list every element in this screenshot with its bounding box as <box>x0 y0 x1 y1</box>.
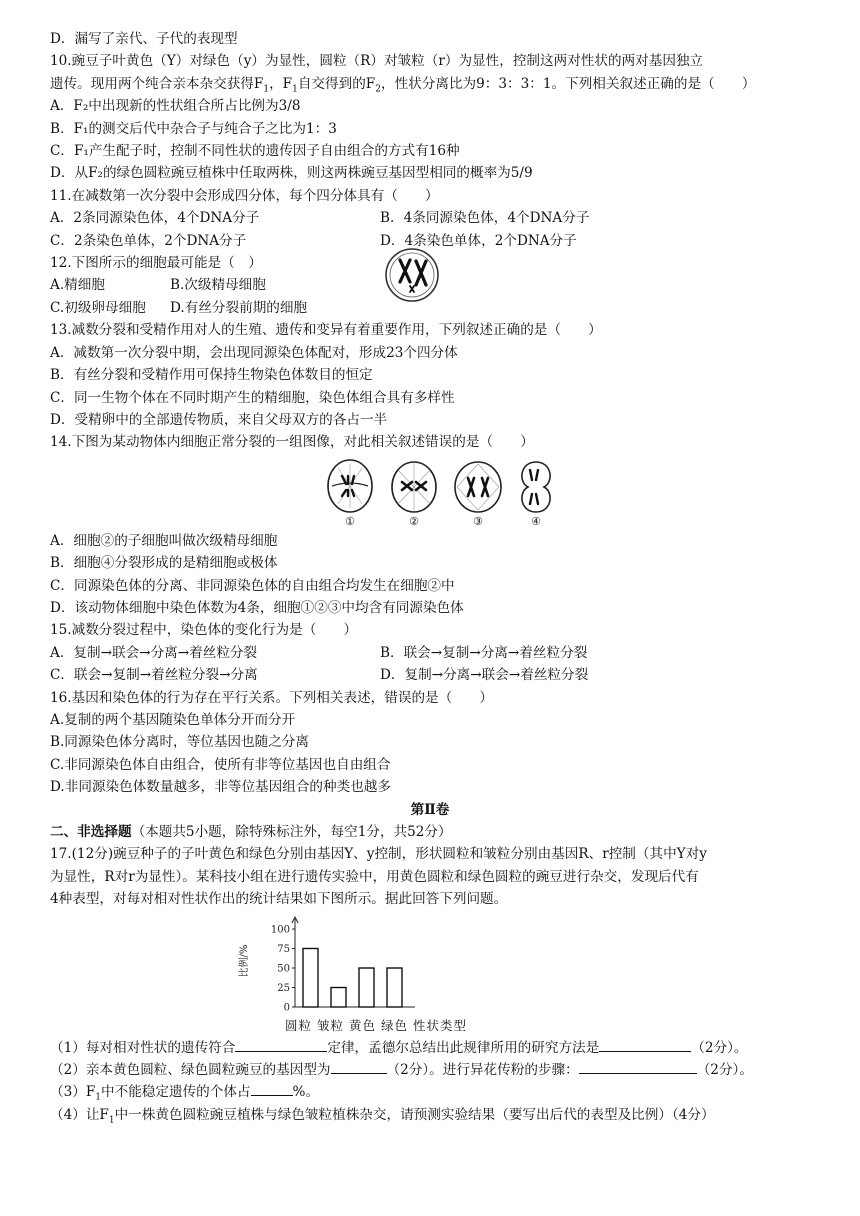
answer-blank[interactable] <box>251 1081 293 1096</box>
q17-p4-text-a: （4）让F <box>50 1106 109 1123</box>
answer-blank[interactable] <box>235 1037 327 1052</box>
q10-stem-line2 <box>50 73 810 95</box>
q11-option-a: A．2条同源染色体，4个DNA分子 <box>50 210 260 227</box>
bar-3 <box>359 968 374 1007</box>
q17-p1-text-a: （1）每对相对性状的遗传符合 <box>50 1039 236 1056</box>
q10-sub-f1a: 1 <box>263 84 270 95</box>
y-tick-label: 100 <box>270 924 290 936</box>
part2-heading: 二、非选择题 <box>50 824 132 840</box>
q14-stem: 14.下图为某动物体内细胞正常分裂的一组图像，对此相关叙述错误的是（ ） <box>50 434 534 451</box>
q17-p3-text-a: （3）F <box>50 1084 96 1101</box>
q17-stem-line3: 4种表型，对每对相对性状作出的统计结果如下图所示。据此回答下列问题。 <box>50 891 508 908</box>
q14-cell-4-drawing <box>516 458 556 516</box>
q12-block <box>50 252 810 319</box>
q14-cell-2 <box>388 458 440 528</box>
q10-option-b: B．F₁的测交后代中杂合子与纯合子之比为1：3 <box>50 120 337 137</box>
q17-bar-chart <box>235 915 555 1015</box>
q17-stem-line2: 为显性，R对r为显性）。某科技小组在进行遗传实验中，用黄色圆粒和绿色圆粒的豌豆进行杂交，发现后代有 <box>50 868 699 885</box>
q10-stem-part-a: 遗传。现用两个纯合亲本杂交获得F <box>50 75 264 92</box>
q14-label-3: ③ <box>473 514 483 528</box>
q16-option-d: D.非同源染色体数量越多，非等位基因组合的种类也越多 <box>50 779 391 796</box>
q17-p3-text-c: %。 <box>292 1084 320 1101</box>
part2-note: （本题共5小题，除特殊标注外，每空1分，共52分） <box>131 824 452 840</box>
q14-cell-3-drawing <box>452 458 504 516</box>
bar-1 <box>303 948 318 1007</box>
q16-option-a: A.复制的两个基因随染色单体分开而分开 <box>50 711 296 728</box>
q10-sub-f2: 2 <box>375 84 381 95</box>
q14-option-b: B．细胞④分裂形成的是精细胞或极体 <box>50 555 278 572</box>
bar-2 <box>331 987 346 1007</box>
q10-stem-part-c: 自交得到的F <box>297 75 376 92</box>
x-tick-label: 绿色 <box>381 1017 409 1033</box>
x-axis-label: 性状类型 <box>413 1017 468 1033</box>
q14-cell-3 <box>452 458 504 528</box>
q14-cell-1-drawing <box>324 458 376 516</box>
q10-stem-part-d: ，性状分离比为9：3：3：1。下列相关叙述正确的是（ ） <box>380 75 756 92</box>
bar-4 <box>387 968 402 1007</box>
q17-p1-text-c: （2分）。 <box>691 1039 748 1056</box>
q13-option-d: D．受精卵中的全部遗传物质，来自父母双方的各占一半 <box>50 411 388 428</box>
x-tick-label: 黄色 <box>349 1017 377 1033</box>
q10-option-a: A．F₂中出现新的性状组合所占比例为3/8 <box>50 98 301 115</box>
q14-cell-2-drawing <box>388 458 440 516</box>
q12-option-c: C.初级卵母细胞 <box>50 299 146 316</box>
q11-option-d: D．4条染色单体，2个DNA分子 <box>380 232 577 249</box>
q12-option-d: D.有丝分裂前期的细胞 <box>170 299 308 316</box>
q13-option-c: C．同一生物个体在不同时期产生的精细胞，染色体组合具有多样性 <box>50 389 455 406</box>
q17-stem-line1: 17.(12分)豌豆种子的子叶黄色和绿色分别由基因Y、y控制，形状圆粒和皱粒分别由基因R、r控制（其中Y对y <box>50 846 707 863</box>
q17-part4 <box>50 1104 810 1126</box>
q14-cell-4 <box>516 458 556 528</box>
q10-option-c: C．F₁产生配子时，控制不同性状的遗传因子自由组合的方式有16种 <box>50 143 460 160</box>
q15-option-b: B．联会→复制→分离→着丝粒分裂 <box>380 644 588 661</box>
q17-p3-sub: 1 <box>95 1093 102 1104</box>
q15-options-row1 <box>50 642 810 664</box>
q14-option-a: A．细胞②的子细胞叫做次级精母细胞 <box>50 532 278 549</box>
q17-part1 <box>50 1037 810 1059</box>
q11-stem: 11.在减数第一次分裂中会形成四分体，每个四分体具有（ ） <box>50 187 439 204</box>
answer-blank[interactable] <box>331 1059 387 1074</box>
y-tick-label: 50 <box>277 963 290 975</box>
q12-option-b: B.次级精母细胞 <box>170 277 266 294</box>
q15-options-row2 <box>50 664 810 686</box>
q10-sub-f1b: 1 <box>292 84 298 95</box>
q17-p4-sub: 1 <box>108 1115 115 1126</box>
q17-p2-text-c: （2分）。 <box>696 1062 753 1079</box>
q17-p4-text-b: 中一株黄色圆粒豌豆植株与绿色皱粒植株杂交，请预测实验结果（要写出后代的表型及比例）（4分） <box>114 1106 715 1123</box>
y-axis-label: 比例/% <box>239 944 250 978</box>
answer-blank[interactable] <box>579 1059 697 1074</box>
q11-option-c: C．2条染色单体，2个DNA分子 <box>50 232 247 249</box>
x-tick-label: 皱粒 <box>317 1017 345 1033</box>
q11-options-row1 <box>50 207 810 229</box>
q9-option-d: D．漏写了亲代、子代的表现型 <box>50 31 238 47</box>
q14-label-4: ④ <box>531 514 541 528</box>
q15-option-c: C．联会→复制→着丝粒分裂→分离 <box>50 667 258 684</box>
q17-p2-text-b: （2分）。进行异花传粉的步骤： <box>386 1062 579 1079</box>
q17-part3 <box>50 1081 810 1103</box>
q17-p3-text-b: 中不能稳定遗传的个体占 <box>101 1084 251 1101</box>
q14-cell-1 <box>324 458 376 528</box>
q12-stem: 12.下图所示的细胞最可能是（ ） <box>50 255 262 272</box>
q10-stem-part-b: ，F <box>269 75 293 92</box>
q17-p2-text-a: （2）亲本黄色圆粒、绿色圆粒豌豆的基因型为 <box>50 1062 331 1079</box>
q16-stem: 16.基因和染色体的行为存在平行关系。下列相关表述，错误的是（ ） <box>50 689 494 706</box>
q11-option-b: B．4条同源染色体，4个DNA分子 <box>380 210 590 227</box>
q17-part2 <box>50 1059 810 1081</box>
q15-stem: 15.减数分裂过程中，染色体的变化行为是（ ） <box>50 622 358 639</box>
bar-chart-svg <box>235 915 555 1015</box>
answer-blank[interactable] <box>599 1037 691 1052</box>
q12-option-a: A.精细胞 <box>50 277 105 294</box>
exam-page <box>50 28 810 1126</box>
chart-x-labels <box>285 1015 810 1037</box>
q16-option-b: B.同源染色体分离时，等位基因也随之分离 <box>50 734 309 751</box>
q17-p1-text-b: 定律，孟德尔总结出此规律所用的研究方法是 <box>327 1039 600 1056</box>
q13-option-b: B．有丝分裂和受精作用可保持生物染色体数目的恒定 <box>50 367 373 384</box>
q14-label-2: ② <box>409 514 419 528</box>
q12-cell-figure <box>383 246 441 304</box>
part2-title: 第Ⅱ卷 <box>410 801 450 818</box>
q16-option-c: C.非同源染色体自由组合，使所有非等位基因也自由组合 <box>50 756 391 773</box>
y-tick-label: 0 <box>283 1002 290 1014</box>
q14-label-1: ① <box>345 514 355 528</box>
y-tick-label: 75 <box>277 943 290 955</box>
q10-stem-line1: 10.豌豆子叶黄色（Y）对绿色（y）为显性，圆粒（R）对皱粒（r）为显性，控制这两对性状的两对基因独立 <box>50 53 704 70</box>
part2-heading-line <box>50 821 810 843</box>
q14-option-c: C．同源染色体的分离、非同源染色体的自由组合均发生在细胞②中 <box>50 577 455 594</box>
q10-option-d: D．从F₂的绿色圆粒豌豆植株中任取两株，则这两株豌豆基因型相同的概率为5/9 <box>50 165 533 182</box>
q15-option-d: D．复制→分离→联会→着丝粒分裂 <box>380 667 589 684</box>
q15-option-a: A．复制→联会→分离→着丝粒分裂 <box>50 644 258 661</box>
q13-option-a: A．减数第一次分裂中期，会出现同源染色体配对，形成23个四分体 <box>50 344 458 361</box>
x-tick-label: 圆粒 <box>285 1017 313 1033</box>
y-tick-label: 25 <box>277 982 290 994</box>
q14-figure <box>50 458 810 528</box>
q14-option-d: D．该动物体细胞中染色体数为4条，细胞①②③中均含有同源染色体 <box>50 599 464 616</box>
q13-stem: 13.减数分裂和受精作用对人的生殖、遗传和变异有着重要作用，下列叙述正确的是（ ） <box>50 322 602 339</box>
